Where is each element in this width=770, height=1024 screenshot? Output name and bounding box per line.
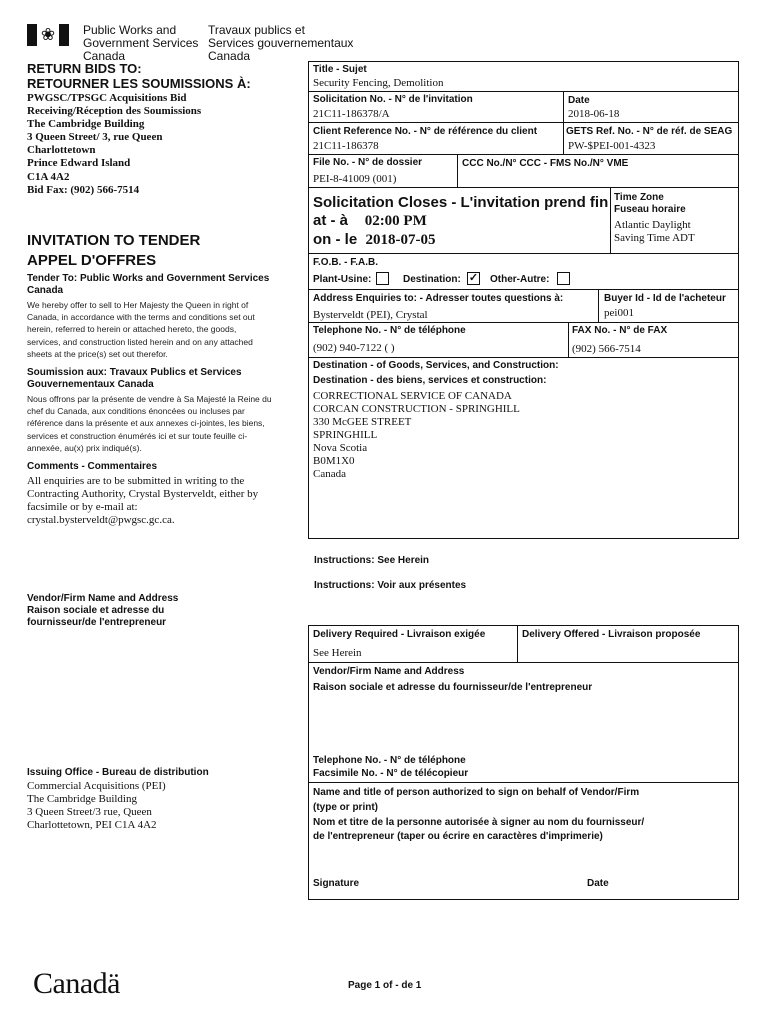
address-enquiries-label: Address Enquiries to: - Adresser toutes questions à: [313,293,564,304]
comments-text: All enquiries are to be submitted in writing to the Contracting Authority, Crystal Bysterveldt, either by facsimile or by e-mail at: crystal.bysterveldt@pwgsc.gc.ca. [27,475,259,526]
canada-wordmark: Canadä [33,967,120,1000]
delivery-offered-label: Delivery Offered - Livraison proposée [522,629,701,640]
signature-label: Signature [313,878,360,889]
client-ref-value: 21C11-186378 [313,140,379,152]
destination-goods-label-fr: Destination - des biens, services et construction: [313,375,547,386]
destination-goods-label: Destination - of Goods, Services, and Construction: [313,360,559,371]
fax-label: FAX No. - N° de FAX [572,325,668,336]
fax-value: (902) 566-7514 [572,343,641,355]
buyer-id-value: pei001 [604,307,634,319]
date-value: 2018-06-18 [568,108,620,120]
address-enquiries-value: Bysterveldt (PEI), Crystal [313,309,428,321]
closes-at-value: 02:00 PM [364,213,427,229]
authorized-person-label: Name and title of person authorized to sign on behalf of Vendor/Firm [313,787,640,798]
date-label: Date [568,95,590,106]
buyer-id-label: Buyer Id - Id de l'acheteur [604,293,726,304]
title-value: Security Fencing, Demolition [313,77,444,89]
page-number: Page 1 of - de 1 [348,980,422,991]
closes-on: on - le 2018-07-05 [313,231,436,248]
vendor-name-label: Vendor/Firm Name and Address [313,666,465,677]
solicitation-value: 21C11-186378/A [313,108,390,120]
file-value: PEI-8-41009 (001) [313,173,397,185]
telephone-value: (902) 940-7122 ( ) [313,342,395,354]
comments-label: Comments - Commentaires [27,461,158,472]
soumission-label: Soumission aux: Travaux Publics et Services Gouvernementaux Canada [27,367,242,390]
instructions-fr: Instructions: Voir aux présentes [314,580,467,591]
signature-date-label: Date [587,878,609,889]
ccc-label: CCC No./N° CCC - FMS No./N° VME [462,158,629,169]
solicitation-label: Solicitation No. - N° de l'invitation [313,94,473,105]
plant-usine-label: Plant-Usine: [313,274,372,285]
file-label: File No. - N° de dossier [313,157,423,168]
gets-value: PW-$PEI-001-4323 [568,140,656,152]
tender-to-body: We hereby offer to sell to Her Majesty the Queen in right of Canada, in accordance with the terms and conditions set out herein, referred to herein or attached hereto, the goods, services, and construction listed herein and on any attached sheets at the price(s) set out therefor. [27,300,255,359]
delivery-required-label: Delivery Required - Livraison exigée [313,629,486,640]
other-autre-checkbox[interactable] [557,272,570,285]
destination-address: CORRECTIONAL SERVICE OF CANADA CORCAN CONSTRUCTION - SPRINGHILL 330 McGEE STREET SPRINGHILL Nova Scotia B0M1X0 Canada [313,390,520,480]
instructions-en: Instructions: See Herein [314,555,430,566]
fob-label: F.O.B. - F.A.B. [313,257,378,268]
vendor-telephone-label: Telephone No. - N° de téléphone [313,755,466,766]
vendor-fax-label: Facsimile No. - N° de télécopieur [313,768,469,779]
authorized-person-label-fr-2: de l'entrepreneur (taper ou écrire en caractères d'imprimerie) [313,831,603,842]
issuing-office-address: Commercial Acquisitions (PEI) The Cambridge Building 3 Queen Street/3 rue, Queen Charlottetown, PEI C1A 4A2 [27,780,166,831]
telephone-label: Telephone No. - N° de téléphone [313,325,466,336]
soumission-body: Nous offrons par la présente de vendre à Sa Majesté la Reine du chef du Canada, aux conditions énoncées ou incluses par référence dans la présente et aux annexes ci-jointes, les biens, services et construction énumérés ici et sur toute feuille ci-annexée, au(x) prix indiqué(s). [27,394,272,453]
type-or-print-label: (type or print) [313,802,378,813]
department-name-fr: Travaux publics et Services gouvernementaux Canada [208,23,354,63]
destination-checkbox[interactable]: ✓ [468,272,479,284]
closes-at: at - à 02:00 PM [313,212,427,229]
canada-flag-icon: ❀ [27,24,69,46]
delivery-required-value: See Herein [313,647,362,659]
return-bids-address: PWGSC/TPSGC Acquisitions Bid Receiving/Réception des Soumissions The Cambridge Building 3 Queen Street/ 3, rue Queen Charlottetown Prince Edward Island C1A 4A2 Bid Fax: (902) 566-7514 [27,92,202,196]
client-ref-label: Client Reference No. - N° de référence du client [313,126,538,137]
authorized-person-label-fr: Nom et titre de la personne autorisée à signer au nom du fournisseur/ [313,817,645,828]
vendor-name-label-fr: Raison sociale et adresse du fournisseur/de l'entrepreneur [313,682,593,693]
vendor-left-label: Vendor/Firm Name and Address Raison sociale et adresse du fournisseur/de l'entrepreneur [27,593,179,628]
vendor-name-field[interactable] [310,697,736,751]
time-zone-value: Atlantic Daylight Saving Time ADT [614,219,695,244]
closes-on-value: 2018-07-05 [365,232,436,248]
other-autre-label: Other-Autre: [490,274,550,285]
solicitation-closes-label: Solicitation Closes - L'invitation prend fin [313,194,609,211]
destination-label: Destination: [403,274,461,285]
department-name-en: Public Works and Government Services Canada [83,23,199,63]
authorized-person-field[interactable] [310,845,736,873]
invitation-title: INVITATION TO TENDER APPEL D'OFFRES [27,232,201,269]
issuing-office-label: Issuing Office - Bureau de distribution [27,767,209,778]
gets-label: GETS Ref. No. - N° de réf. de SEAG [566,126,733,137]
plant-usine-checkbox[interactable] [376,272,389,285]
time-zone-label: Time Zone Fuseau horaire [614,192,686,215]
title-label: Title - Sujet [313,64,367,75]
tender-to-label: Tender To: Public Works and Government Services Canada [27,273,270,296]
return-bids-heading: RETURN BIDS TO: RETOURNER LES SOUMISSIONS À: [27,61,251,91]
